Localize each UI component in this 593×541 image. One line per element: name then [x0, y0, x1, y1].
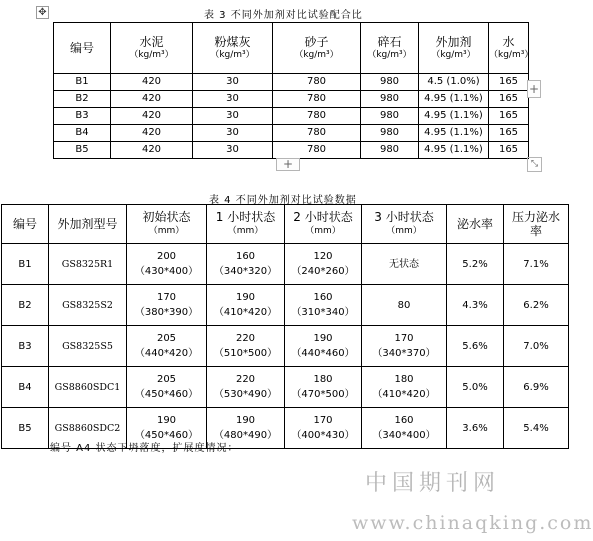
table3-header-cell: 编号 [54, 23, 111, 74]
table-row [2, 326, 569, 367]
table-cell: 5.0% [447, 367, 504, 408]
table-cell: GS8325S5 [49, 326, 127, 367]
table-cell: 780 [273, 74, 361, 91]
watermark-url: www.chinaqking.com [352, 512, 593, 534]
table-cell: B2 [54, 91, 111, 108]
table-move-handle[interactable]: ✥ [36, 6, 49, 19]
table-cell: 980 [361, 142, 419, 159]
table-cell: 170 （400*430） [285, 408, 362, 449]
table-row [2, 285, 569, 326]
table-cell: 170 （340*370） [362, 326, 447, 367]
table-cell: 170 （380*390） [127, 285, 207, 326]
table-cell: B3 [2, 326, 49, 367]
table-row [54, 108, 529, 125]
table-cell: 220 （510*500） [207, 326, 285, 367]
table-cell: 4.5 (1.0%) [419, 74, 489, 91]
table-cell: 5.6% [447, 326, 504, 367]
table-cell: 780 [273, 108, 361, 125]
table3-header-cell: 粉煤灰 （kg/m³） [193, 23, 273, 74]
table-cell: 30 [193, 74, 273, 91]
table-cell: GS8325R1 [49, 244, 127, 285]
table-cell: B2 [2, 285, 49, 326]
table-cell: 165 [489, 125, 529, 142]
table3-header-cell: 外加剂 （kg/m³） [419, 23, 489, 74]
table3-header-cell: 碎石 （kg/m³） [361, 23, 419, 74]
table3-header-cell: 水泥 （kg/m³） [111, 23, 193, 74]
table-cell: 无状态 [362, 244, 447, 285]
table-cell: 980 [361, 125, 419, 142]
table-cell: 420 [111, 74, 193, 91]
table-cell: 190 （480*490） [207, 408, 285, 449]
add-column-button[interactable]: + [528, 82, 540, 96]
table-cell: 165 [489, 91, 529, 108]
table4-caption: 表 4 不同外加剂对比试验数据 [209, 195, 357, 206]
table-cell: 7.1% [504, 244, 569, 285]
table-cell: GS8325S2 [49, 285, 127, 326]
table-cell: 30 [193, 142, 273, 159]
table-cell: 5.4% [504, 408, 569, 449]
table-row [2, 367, 569, 408]
table-cell: 4.95 (1.1%) [419, 91, 489, 108]
table4-header-cell: 泌水率 [447, 205, 504, 244]
table-cell: 30 [193, 108, 273, 125]
table-cell: 5.2% [447, 244, 504, 285]
table-cell: 160 （340*320） [207, 244, 285, 285]
table-cell: 420 [111, 91, 193, 108]
table-cell: 4.3% [447, 285, 504, 326]
table-cell: B5 [2, 408, 49, 449]
table3 [53, 22, 534, 159]
table-cell: 180 （470*500） [285, 367, 362, 408]
table-cell: 220 （530*490） [207, 367, 285, 408]
table-cell: 780 [273, 142, 361, 159]
table-cell: 190 （440*460） [285, 326, 362, 367]
table3-caption: 表 3 不同外加剂对比试验配合比 [204, 10, 363, 21]
add-row-button[interactable]: + [276, 158, 300, 171]
table4-header-cell: 1 小时状态 （mm） [207, 205, 285, 244]
table4-header-cell: 压力泌水 率 [504, 205, 569, 244]
table-cell: 980 [361, 91, 419, 108]
table4-header-cell: 2 小时状态 （mm） [285, 205, 362, 244]
table-cell: GS8860SDC1 [49, 367, 127, 408]
table4-header-cell: 初始状态 （mm） [127, 205, 207, 244]
table-cell: B1 [54, 74, 111, 91]
table-cell: 165 [489, 142, 529, 159]
table-cell: 780 [273, 125, 361, 142]
table-cell: 4.95 (1.1%) [419, 142, 489, 159]
table-cell: 205 （450*460） [127, 367, 207, 408]
table3-header-row [54, 23, 529, 74]
table-row [2, 244, 569, 285]
table-cell: 30 [193, 91, 273, 108]
table-cell: B5 [54, 142, 111, 159]
table-cell: 190 （450*460） [127, 408, 207, 449]
table-cell: GS8860SDC2 [49, 408, 127, 449]
table-cell: 980 [361, 74, 419, 91]
table4-header-cell: 编号 [2, 205, 49, 244]
table3-header-cell: 砂子 （kg/m³） [273, 23, 361, 74]
table-cell: 205 （440*420） [127, 326, 207, 367]
table-cell: 190 （410*420） [207, 285, 285, 326]
table-cell: 80 [362, 285, 447, 326]
table-cell: 420 [111, 125, 193, 142]
table3-header-cell: 水 （kg/m³） [489, 23, 529, 74]
table-cell: 780 [273, 91, 361, 108]
table4 [1, 204, 569, 449]
table-row [54, 142, 529, 159]
table-cell: 3.6% [447, 408, 504, 449]
table-cell: 160 （310*340） [285, 285, 362, 326]
table-cell: 160 （340*400） [362, 408, 447, 449]
table-cell: 980 [361, 108, 419, 125]
watermark-site-name: 中国期刊网 [365, 471, 501, 496]
table-cell: 165 [489, 74, 529, 91]
table-resize-handle[interactable]: ⤡ [527, 157, 542, 172]
table4-header-cell: 3 小时状态 （mm） [362, 205, 447, 244]
table-cell: 4.95 (1.1%) [419, 125, 489, 142]
table-cell: B4 [54, 125, 111, 142]
table4-header-cell: 外加剂型号 [49, 205, 127, 244]
table4-header-row [2, 205, 569, 244]
body-text-note: 编号 A4 状态下坍落度，扩展度情况： [50, 443, 239, 454]
table-cell: B4 [2, 367, 49, 408]
table-cell: 6.9% [504, 367, 569, 408]
table-cell: 200 （430*400） [127, 244, 207, 285]
table-cell: 7.0% [504, 326, 569, 367]
table-row [54, 125, 529, 142]
table-cell: 420 [111, 142, 193, 159]
table-cell: B3 [54, 108, 111, 125]
table-cell: 6.2% [504, 285, 569, 326]
table-cell: 120 （240*260） [285, 244, 362, 285]
table-cell: 30 [193, 125, 273, 142]
table-row [54, 74, 529, 91]
table-cell: 420 [111, 108, 193, 125]
table-cell: 4.95 (1.1%) [419, 108, 489, 125]
table-cell: B1 [2, 244, 49, 285]
table-cell: 180 （410*420） [362, 367, 447, 408]
table-cell: 165 [489, 108, 529, 125]
table-row [54, 91, 529, 108]
